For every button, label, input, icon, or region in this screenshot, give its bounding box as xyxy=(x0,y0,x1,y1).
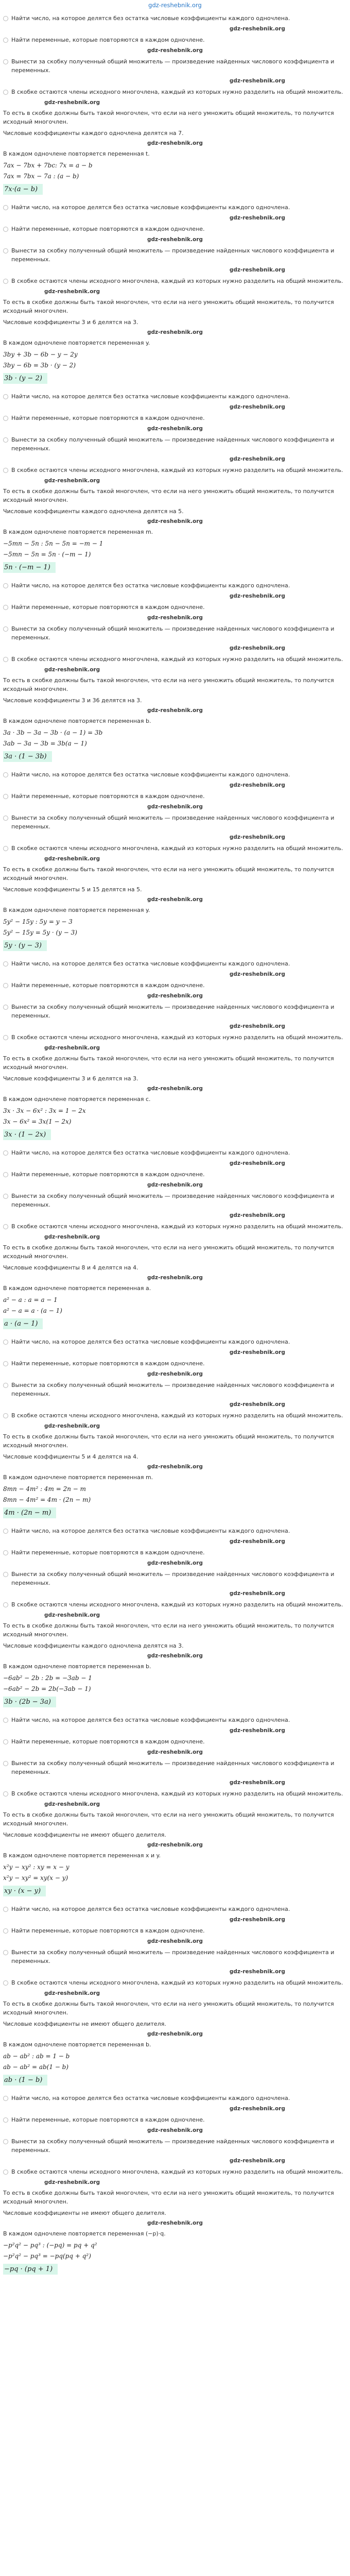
bullet-icon xyxy=(3,227,8,232)
bullet-icon xyxy=(3,205,8,210)
watermark: gdz-reshebnik.org xyxy=(44,478,100,484)
step-text: Найти число, на которое делятся без остатка числовые коэффициенты каждого одночлена. xyxy=(11,15,290,22)
watermark: gdz-reshebnik.org xyxy=(147,615,203,621)
expression-line: ab − ab² = ab(1 − b) xyxy=(3,2063,69,2071)
bullet-icon xyxy=(3,1529,8,1534)
watermark: gdz-reshebnik.org xyxy=(229,1917,285,1923)
watermark: gdz-reshebnik.org xyxy=(229,215,285,221)
step-find-gcd xyxy=(3,1337,347,1346)
bullet-icon xyxy=(3,437,8,443)
watermark: gdz-reshebnik.org xyxy=(229,404,285,410)
step-text: Найти число, на которое делятся без остатка числовые коэффициенты каждого одночлена. xyxy=(11,960,290,967)
watermark: gdz-reshebnik.org xyxy=(147,2031,203,2037)
watermark: gdz-reshebnik.org xyxy=(147,1275,203,1281)
step-text: Найти переменные, которые повторяются в каждом одночлене. xyxy=(11,1927,205,1934)
watermark: gdz-reshebnik.org xyxy=(229,1727,285,1734)
watermark: gdz-reshebnik.org xyxy=(229,2158,285,2164)
watermark: gdz-reshebnik.org xyxy=(147,329,203,335)
step-find-vars xyxy=(3,2115,347,2124)
bullet-icon xyxy=(3,1907,8,1912)
step-text: Найти число, на которое делятся без остатка числовые коэффициенты каждого одночлена. xyxy=(11,1717,290,1723)
step-text: Вынести за скобку полученный общий множитель — произведение найденных числового коэффициента и переменных. xyxy=(11,2138,335,2154)
watermark: gdz-reshebnik.org xyxy=(44,289,100,295)
step-text: Найти число, на которое делятся без остатка числовые коэффициенты каждого одночлена. xyxy=(11,204,290,211)
expression-line: 8mn − 4m² = 4m · (2n − m) xyxy=(3,1496,91,1503)
watermark: gdz-reshebnik.org xyxy=(147,1938,203,1944)
step-text: Найти переменные, которые повторяются в каждом одночлене. xyxy=(11,1171,205,1178)
watermark: gdz-reshebnik.org xyxy=(44,856,100,862)
bullet-icon xyxy=(3,2117,8,2123)
step-text: В скобке остаются члены исходного многочлена, каждый из которых нужно разделить на общий множитель. xyxy=(11,1412,343,1419)
watermark: gdz-reshebnik.org xyxy=(147,1653,203,1659)
step-text: Найти число, на которое делятся без остатка числовые коэффициенты каждого одночлена. xyxy=(11,393,290,400)
step-find-vars xyxy=(3,1926,347,1935)
tail-text: То есть в скобке должны быть такой многочлен, что если на него умножить общий множитель, то получится исходный многочлен. xyxy=(3,1811,334,1827)
tail-text: То есть в скобке должны быть такой многочлен, что если на него умножить общий множитель, то получится исходный многочлен. xyxy=(3,677,334,692)
tail-text: То есть в скобке должны быть такой многочлен, что если на него умножить общий множитель, то получится исходный многочлен. xyxy=(3,866,334,882)
problem-section xyxy=(3,1527,347,1710)
step-text: В скобке остаются члены исходного многочлена, каждый из которых нужно разделить на общий множитель. xyxy=(11,1979,343,1986)
step-find-gcd xyxy=(3,14,347,23)
step-find-gcd xyxy=(3,392,347,401)
step-write-bracket xyxy=(3,2167,347,2176)
bullet-icon xyxy=(3,1361,8,1366)
coef-text: Числовые коэффициенты каждого одночлена делятся на 7. xyxy=(3,130,184,137)
expression-line: 3by + 3b − 6b − y − 2y xyxy=(3,351,78,358)
watermark: gdz-reshebnik.org xyxy=(147,236,203,243)
watermark: gdz-reshebnik.org xyxy=(229,1538,285,1545)
var-text: В каждом одночлене повторяется переменная b. xyxy=(3,2041,151,2048)
bullet-icon xyxy=(3,2139,8,2144)
problem-section xyxy=(3,1337,347,1521)
bullet-icon xyxy=(3,2170,8,2175)
var-text: В каждом одночлене повторяется переменная (−p)·q. xyxy=(3,2230,166,2237)
step-text: Найти число, на которое делятся без остатка числовые коэффициенты каждого одночлена. xyxy=(11,2095,290,2102)
step-text: Вынести за скобку полученный общий множитель — произведение найденных числового коэффициента и переменных. xyxy=(11,815,335,830)
watermark: gdz-reshebnik.org xyxy=(147,804,203,810)
coef-text: Числовые коэффициенты 3 и 36 делятся на 3. xyxy=(3,697,142,704)
step-text: Найти переменные, которые повторяются в каждом одночлене. xyxy=(11,1738,205,1745)
step-text: Найти переменные, которые повторяются в каждом одночлене. xyxy=(11,415,205,421)
bullet-icon xyxy=(3,772,8,777)
bullet-icon xyxy=(3,983,8,988)
bullet-icon xyxy=(3,1150,8,1156)
coef-text: Числовые коэффициенты не имеют общего делителя. xyxy=(3,2210,166,2216)
expression-line: a² − a = a · (a − 1) xyxy=(3,1307,62,1314)
watermark: gdz-reshebnik.org xyxy=(229,2106,285,2112)
problem-section xyxy=(3,1716,347,1900)
watermark: gdz-reshebnik.org xyxy=(147,1749,203,1755)
step-write-bracket xyxy=(3,1978,347,1987)
expression-line: ab − ab² : ab = 1 − b xyxy=(3,2053,70,2060)
step-text: Найти переменные, которые повторяются в каждом одночлене. xyxy=(11,2116,205,2123)
bullet-icon xyxy=(3,1761,8,1766)
problem-section xyxy=(3,1905,347,2089)
coef-text: Числовые коэффициенты 5 и 4 делятся на 4. xyxy=(3,1453,138,1460)
answer-box: xy · (x − y) xyxy=(3,1886,46,1896)
watermark: gdz-reshebnik.org xyxy=(44,1423,100,1429)
coef-text: Числовые коэффициенты 8 и 4 делятся на 4. xyxy=(3,1264,138,1271)
watermark: gdz-reshebnik.org xyxy=(44,1234,100,1240)
watermark: gdz-reshebnik.org xyxy=(229,1160,285,1166)
watermark: gdz-reshebnik.org xyxy=(147,896,203,903)
step-text: В скобке остаются члены исходного многочлена, каждый из которых нужно разделить на общий множитель. xyxy=(11,1223,343,1230)
problem-section xyxy=(3,14,347,198)
expression-line: −p²q² − pq³ : (−pq) = pq + q² xyxy=(3,2242,97,2249)
step-find-gcd xyxy=(3,770,347,779)
bullet-icon xyxy=(3,1928,8,1934)
watermark: gdz-reshebnik.org xyxy=(147,707,203,714)
answer-box: 4m · (2n − m) xyxy=(3,1507,56,1518)
step-text: Найти число, на которое делятся без остатка числовые коэффициенты каждого одночлена. xyxy=(11,1906,290,1912)
expression-line: 3ab − 3a − 3b = 3b(a − 1) xyxy=(3,740,87,747)
bullet-icon xyxy=(3,468,8,473)
expression-line: 3x · 3x − 6x² : 3x = 1 − 2x xyxy=(3,1107,86,1114)
bullet-icon xyxy=(3,90,8,95)
bullet-icon xyxy=(3,1194,8,1199)
step-text: Вынести за скобку полученный общий множитель — произведение найденных числового коэффициента и переменных. xyxy=(11,1949,335,1964)
step-find-gcd xyxy=(3,1148,347,1157)
expression-line: 7ax = 7bx − 7a : (a − b) xyxy=(3,173,79,180)
expression-line: 5y² − 15y : 5y = y − 3 xyxy=(3,918,73,925)
watermark: gdz-reshebnik.org xyxy=(44,99,100,106)
step-find-vars xyxy=(3,414,347,422)
step-text: В скобке остаются члены исходного многочлена, каждый из которых нужно разделить на общий множитель. xyxy=(11,1034,343,1041)
step-find-vars xyxy=(3,981,347,990)
step-text: Вынести за скобку полученный общий множитель — произведение найденных числового коэффициента и переменных. xyxy=(11,247,335,263)
expression-line: −6ab² − 2b : 2b = −3ab − 1 xyxy=(3,1674,92,1682)
bullet-icon xyxy=(3,279,8,284)
step-text: Найти число, на которое делятся без остатка числовые коэффициенты каждого одночлена. xyxy=(11,582,290,589)
watermark: gdz-reshebnik.org xyxy=(229,645,285,651)
watermark: gdz-reshebnik.org xyxy=(147,140,203,146)
step-find-vars xyxy=(3,36,347,44)
problem-section xyxy=(3,770,347,954)
step-text: Найти число, на которое делятся без остатка числовые коэффициенты каждого одночлена. xyxy=(11,771,290,778)
bullet-icon xyxy=(3,38,8,43)
problem-section xyxy=(3,1148,347,1332)
answer-box: 5y · (y − 3) xyxy=(3,940,47,951)
step-text: Найти переменные, которые повторяются в каждом одночлене. xyxy=(11,226,205,232)
step-text: Вынести за скобку полученный общий множитель — произведение найденных числового коэффициента и переменных. xyxy=(11,1571,335,1586)
bullet-icon xyxy=(3,1602,8,1607)
step-text: Найти переменные, которые повторяются в каждом одночлене. xyxy=(11,1360,205,1367)
bullet-icon xyxy=(3,1005,8,1010)
watermark: gdz-reshebnik.org xyxy=(147,1560,203,1566)
step-find-gcd xyxy=(3,203,347,212)
step-text: В скобке остаются члены исходного многочлена, каждый из которых нужно разделить на общий множитель. xyxy=(11,1601,343,1608)
watermark: gdz-reshebnik.org xyxy=(147,1086,203,1092)
coef-text: Числовые коэффициенты не имеют общего делителя. xyxy=(3,1832,166,1838)
expression-line: −5mn − 5n : 5n − 5n = −m − 1 xyxy=(3,540,103,547)
step-find-gcd xyxy=(3,1527,347,1535)
answer-box: −pq · (pq + 1) xyxy=(3,2264,58,2275)
step-write-factor xyxy=(3,435,347,453)
bullet-icon xyxy=(3,1950,8,1955)
expression-line: −p²q² − pq³ = −pq(pq + q²) xyxy=(3,2252,91,2260)
watermark: gdz-reshebnik.org xyxy=(147,2220,203,2226)
step-write-factor xyxy=(3,57,347,75)
step-write-bracket xyxy=(3,1411,347,1420)
step-text: Вынести за скобку полученный общий множитель — произведение найденных числового коэффициента и переменных. xyxy=(11,1193,335,1208)
var-text: В каждом одночлене повторяется переменная b. xyxy=(3,1663,151,1670)
expression-line: 5y² − 15y = 5y · (y − 3) xyxy=(3,929,77,936)
watermark: gdz-reshebnik.org xyxy=(229,456,285,462)
watermark: gdz-reshebnik.org xyxy=(229,267,285,273)
step-find-gcd xyxy=(3,1905,347,1913)
site-header xyxy=(0,0,350,11)
step-write-factor xyxy=(3,1570,347,1587)
step-text: В скобке остаются члены исходного многочлена, каждый из которых нужно разделить на общий множитель. xyxy=(11,845,343,852)
bullet-icon xyxy=(3,605,8,610)
step-find-vars xyxy=(3,225,347,233)
step-find-gcd xyxy=(3,1716,347,1724)
coef-text: Числовые коэффициенты каждого одночлена делятся на 3. xyxy=(3,1642,184,1649)
step-text: В скобке остаются члены исходного многочлена, каждый из которых нужно разделить на общий множитель. xyxy=(11,1790,343,1797)
coef-text: Числовые коэффициенты 3 и 6 делятся на 3. xyxy=(3,1075,138,1082)
bullet-icon xyxy=(3,816,8,821)
step-find-vars xyxy=(3,1548,347,1557)
step-text: В скобке остаются члены исходного многочлена, каждый из которых нужно разделить на общий множитель. xyxy=(11,467,343,473)
var-text: В каждом одночлене повторяется переменная a. xyxy=(3,1285,151,1292)
var-text: В каждом одночлене повторяется переменная t. xyxy=(3,150,150,157)
step-text: Вынести за скобку полученный общий множитель — произведение найденных числового коэффициента и переменных. xyxy=(11,58,335,74)
bullet-icon xyxy=(3,1572,8,1577)
step-write-factor xyxy=(3,1192,347,1209)
answer-box: 3a · (1 − 3b) xyxy=(3,751,52,762)
tail-text: То есть в скобке должны быть такой многочлен, что если на него умножить общий множитель, то получится исходный многочлен. xyxy=(3,1244,334,1260)
coef-text: Числовые коэффициенты каждого одночлена делятся на 5. xyxy=(3,508,184,515)
watermark: gdz-reshebnik.org xyxy=(147,47,203,54)
problem-section xyxy=(3,392,347,576)
watermark: gdz-reshebnik.org xyxy=(147,1182,203,1188)
step-write-bracket xyxy=(3,466,347,474)
step-text: Найти переменные, которые повторяются в каждом одночлене. xyxy=(11,604,205,611)
step-find-vars xyxy=(3,603,347,612)
tail-text: То есть в скобке должны быть такой многочлен, что если на него умножить общий множитель, то получится исходный многочлен. xyxy=(3,1622,334,1638)
bullet-icon xyxy=(3,1224,8,1229)
step-write-factor xyxy=(3,624,347,642)
watermark: gdz-reshebnik.org xyxy=(229,1780,285,1786)
watermark: gdz-reshebnik.org xyxy=(229,834,285,840)
step-text: В скобке остаются члены исходного многочлена, каждый из которых нужно разделить на общий множитель. xyxy=(11,656,343,663)
answer-box: ab · (1 − b) xyxy=(3,2075,47,2086)
step-write-bracket xyxy=(3,655,347,664)
answer-box: 5n · (−m − 1) xyxy=(3,562,56,573)
step-text: Вынести за скобку полученный общий множитель — произведение найденных числового коэффициента и переменных. xyxy=(11,1004,335,1019)
expression-line: 8mn − 4m² : 4m = 2n − m xyxy=(3,1485,86,1493)
expression-line: a² − a : a = a − 1 xyxy=(3,1296,58,1303)
bullet-icon xyxy=(3,1172,8,1177)
watermark: gdz-reshebnik.org xyxy=(44,1990,100,1996)
site-link[interactable]: gdz-reshebnik.org xyxy=(148,2,202,9)
step-write-bracket xyxy=(3,844,347,853)
watermark: gdz-reshebnik.org xyxy=(147,518,203,524)
tail-text: То есть в скобке должны быть такой многочлен, что если на него умножить общий множитель, то получится исходный многочлен. xyxy=(3,2190,334,2205)
watermark: gdz-reshebnik.org xyxy=(229,78,285,84)
problem-section xyxy=(3,2094,347,2278)
tail-text: То есть в скобке должны быть такой многочлен, что если на него умножить общий множитель, то получится исходный многочлен. xyxy=(3,1433,334,1449)
step-write-bracket xyxy=(3,88,347,96)
watermark: gdz-reshebnik.org xyxy=(229,782,285,788)
step-find-vars xyxy=(3,1359,347,1368)
watermark: gdz-reshebnik.org xyxy=(229,971,285,977)
step-text: В скобке остаются члены исходного многочлена, каждый из которых нужно разделить на общий множитель. xyxy=(11,89,343,95)
expression-line: −6ab² − 2b = 2b(−3ab − 1) xyxy=(3,1685,91,1692)
step-text: В скобке остаются члены исходного многочлена, каждый из которых нужно разделить на общий множитель. xyxy=(11,2168,343,2175)
step-write-factor xyxy=(3,2137,347,2155)
watermark: gdz-reshebnik.org xyxy=(44,2179,100,2185)
step-find-vars xyxy=(3,1737,347,1746)
var-text: В каждом одночлене повторяется переменная b. xyxy=(3,718,151,724)
problem-section xyxy=(3,203,347,387)
step-text: Вынести за скобку полученный общий множитель — произведение найденных числового коэффициента и переменных. xyxy=(11,1382,335,1397)
bullet-icon xyxy=(3,961,8,967)
step-write-bracket xyxy=(3,1033,347,1042)
bullet-icon xyxy=(3,394,8,399)
answer-box: 3x · (1 − 2x) xyxy=(3,1129,51,1140)
step-write-factor xyxy=(3,1381,347,1398)
expression-line: 3a · 3b − 3a − 3b · (a − 1) = 3b xyxy=(3,729,103,736)
expression-line: x²y − xy² = xy(x − y) xyxy=(3,1874,68,1882)
var-text: В каждом одночлене повторяется переменная m. xyxy=(3,1474,153,1481)
answer-box: 3b · (y − 2) xyxy=(3,373,47,384)
step-write-bracket xyxy=(3,1789,347,1798)
expression-line: 3x − 6x² = 3x(1 − 2x) xyxy=(3,1118,72,1125)
bullet-icon xyxy=(3,248,8,253)
var-text: В каждом одночлене повторяется переменная y. xyxy=(3,340,150,346)
watermark: gdz-reshebnik.org xyxy=(147,2127,203,2133)
bullet-icon xyxy=(3,1739,8,1744)
watermark: gdz-reshebnik.org xyxy=(229,593,285,599)
step-write-factor xyxy=(3,1948,347,1965)
step-text: Найти переменные, которые повторяются в каждом одночлене. xyxy=(11,1549,205,1556)
watermark: gdz-reshebnik.org xyxy=(44,1801,100,1807)
bullet-icon xyxy=(3,846,8,851)
expression-line: 3by − 6b = 3b · (y − 2) xyxy=(3,362,76,369)
step-find-gcd xyxy=(3,581,347,590)
watermark: gdz-reshebnik.org xyxy=(147,1842,203,1848)
var-text: В каждом одночлене повторяется переменная x и y. xyxy=(3,1852,161,1859)
watermark: gdz-reshebnik.org xyxy=(229,1023,285,1029)
step-write-bracket xyxy=(3,1222,347,1231)
step-text: Вынести за скобку полученный общий множитель — произведение найденных числового коэффициента и переменных. xyxy=(11,1760,335,1775)
bullet-icon xyxy=(3,1383,8,1388)
problem-section xyxy=(3,959,347,1143)
step-text: Вынести за скобку полученный общий множитель — произведение найденных числового коэффициента и переменных. xyxy=(11,625,335,641)
bullet-icon xyxy=(3,2096,8,2101)
bullet-icon xyxy=(3,583,8,588)
step-find-vars xyxy=(3,792,347,801)
watermark: gdz-reshebnik.org xyxy=(229,1349,285,1355)
watermark: gdz-reshebnik.org xyxy=(229,1969,285,1975)
step-text: Найти переменные, которые повторяются в каждом одночлене. xyxy=(11,37,205,43)
watermark: gdz-reshebnik.org xyxy=(147,1464,203,1470)
watermark: gdz-reshebnik.org xyxy=(147,426,203,432)
bullet-icon xyxy=(3,1413,8,1418)
answer-box: 7x·(a − b) xyxy=(3,184,43,195)
bullet-icon xyxy=(3,794,8,799)
bullet-icon xyxy=(3,1035,8,1040)
watermark: gdz-reshebnik.org xyxy=(147,1371,203,1377)
step-write-bracket xyxy=(3,277,347,285)
bullet-icon xyxy=(3,1718,8,1723)
bullet-icon xyxy=(3,16,8,21)
watermark: gdz-reshebnik.org xyxy=(44,1612,100,1618)
watermark: gdz-reshebnik.org xyxy=(229,1401,285,1408)
bullet-icon xyxy=(3,626,8,632)
expression-line: 7ax − 7bx + 7bc: 7x = a − b xyxy=(3,162,93,169)
var-text: В каждом одночлене повторяется переменная y. xyxy=(3,907,150,913)
step-text: Найти число, на которое делятся без остатка числовые коэффициенты каждого одночлена. xyxy=(11,1149,290,1156)
step-text: Найти число, на которое делятся без остатка числовые коэффициенты каждого одночлена. xyxy=(11,1338,290,1345)
var-text: В каждом одночлене повторяется переменная c. xyxy=(3,1096,151,1103)
expression-line: x²y − xy² : xy = x − y xyxy=(3,1863,69,1871)
step-write-bracket xyxy=(3,1600,347,1609)
coef-text: Числовые коэффициенты 5 и 15 делятся на 5. xyxy=(3,886,142,893)
answer-box: a · (a − 1) xyxy=(3,1318,43,1329)
var-text: В каждом одночлене повторяется переменная m. xyxy=(3,529,153,535)
step-text: В скобке остаются члены исходного многочлена, каждый из которых нужно разделить на общий множитель. xyxy=(11,278,343,284)
bullet-icon xyxy=(3,657,8,662)
tail-text: То есть в скобке должны быть такой многочлен, что если на него умножить общий множитель, то получится исходный многочлен. xyxy=(3,299,334,314)
bullet-icon xyxy=(3,1340,8,1345)
watermark: gdz-reshebnik.org xyxy=(44,1045,100,1051)
solution-page xyxy=(0,14,350,2288)
watermark: gdz-reshebnik.org xyxy=(147,993,203,999)
expression-line: −5mn − 5n = 5n · (−m − 1) xyxy=(3,551,91,558)
coef-text: Числовые коэффициенты не имеют общего делителя. xyxy=(3,2021,166,2027)
bullet-icon xyxy=(3,1980,8,1986)
tail-text: То есть в скобке должны быть такой многочлен, что если на него умножить общий множитель, то получится исходный многочлен. xyxy=(3,110,334,125)
step-text: Найти переменные, которые повторяются в каждом одночлене. xyxy=(11,793,205,800)
bullet-icon xyxy=(3,59,8,64)
step-write-factor xyxy=(3,246,347,264)
tail-text: То есть в скобке должны быть такой многочлен, что если на него умножить общий множитель, то получится исходный многочлен. xyxy=(3,488,334,503)
bullet-icon xyxy=(3,1791,8,1797)
tail-text: То есть в скобке должны быть такой многочлен, что если на него умножить общий множитель, то получится исходный многочлен. xyxy=(3,1055,334,1071)
step-write-factor xyxy=(3,1003,347,1020)
step-write-factor xyxy=(3,1759,347,1776)
bullet-icon xyxy=(3,416,8,421)
step-text: Вынести за скобку полученный общий множитель — произведение найденных числового коэффициента и переменных. xyxy=(11,436,335,452)
watermark: gdz-reshebnik.org xyxy=(44,667,100,673)
step-find-gcd xyxy=(3,2094,347,2103)
watermark: gdz-reshebnik.org xyxy=(229,1212,285,1218)
step-text: Найти число, на которое делятся без остатка числовые коэффициенты каждого одночлена. xyxy=(11,1528,290,1534)
step-text: Найти переменные, которые повторяются в каждом одночлене. xyxy=(11,982,205,989)
step-find-gcd xyxy=(3,959,347,968)
watermark: gdz-reshebnik.org xyxy=(229,26,285,32)
coef-text: Числовые коэффициенты 3 и 6 делятся на 3. xyxy=(3,319,138,326)
answer-box: 3b · (2b − 3a) xyxy=(3,1697,56,1707)
problem-section xyxy=(3,581,347,765)
watermark: gdz-reshebnik.org xyxy=(229,1590,285,1597)
step-find-vars xyxy=(3,1170,347,1179)
tail-text: То есть в скобке должны быть такой многочлен, что если на него умножить общий множитель, то получится исходный многочлен. xyxy=(3,2001,334,2016)
step-write-factor xyxy=(3,814,347,831)
bullet-icon xyxy=(3,1550,8,1555)
